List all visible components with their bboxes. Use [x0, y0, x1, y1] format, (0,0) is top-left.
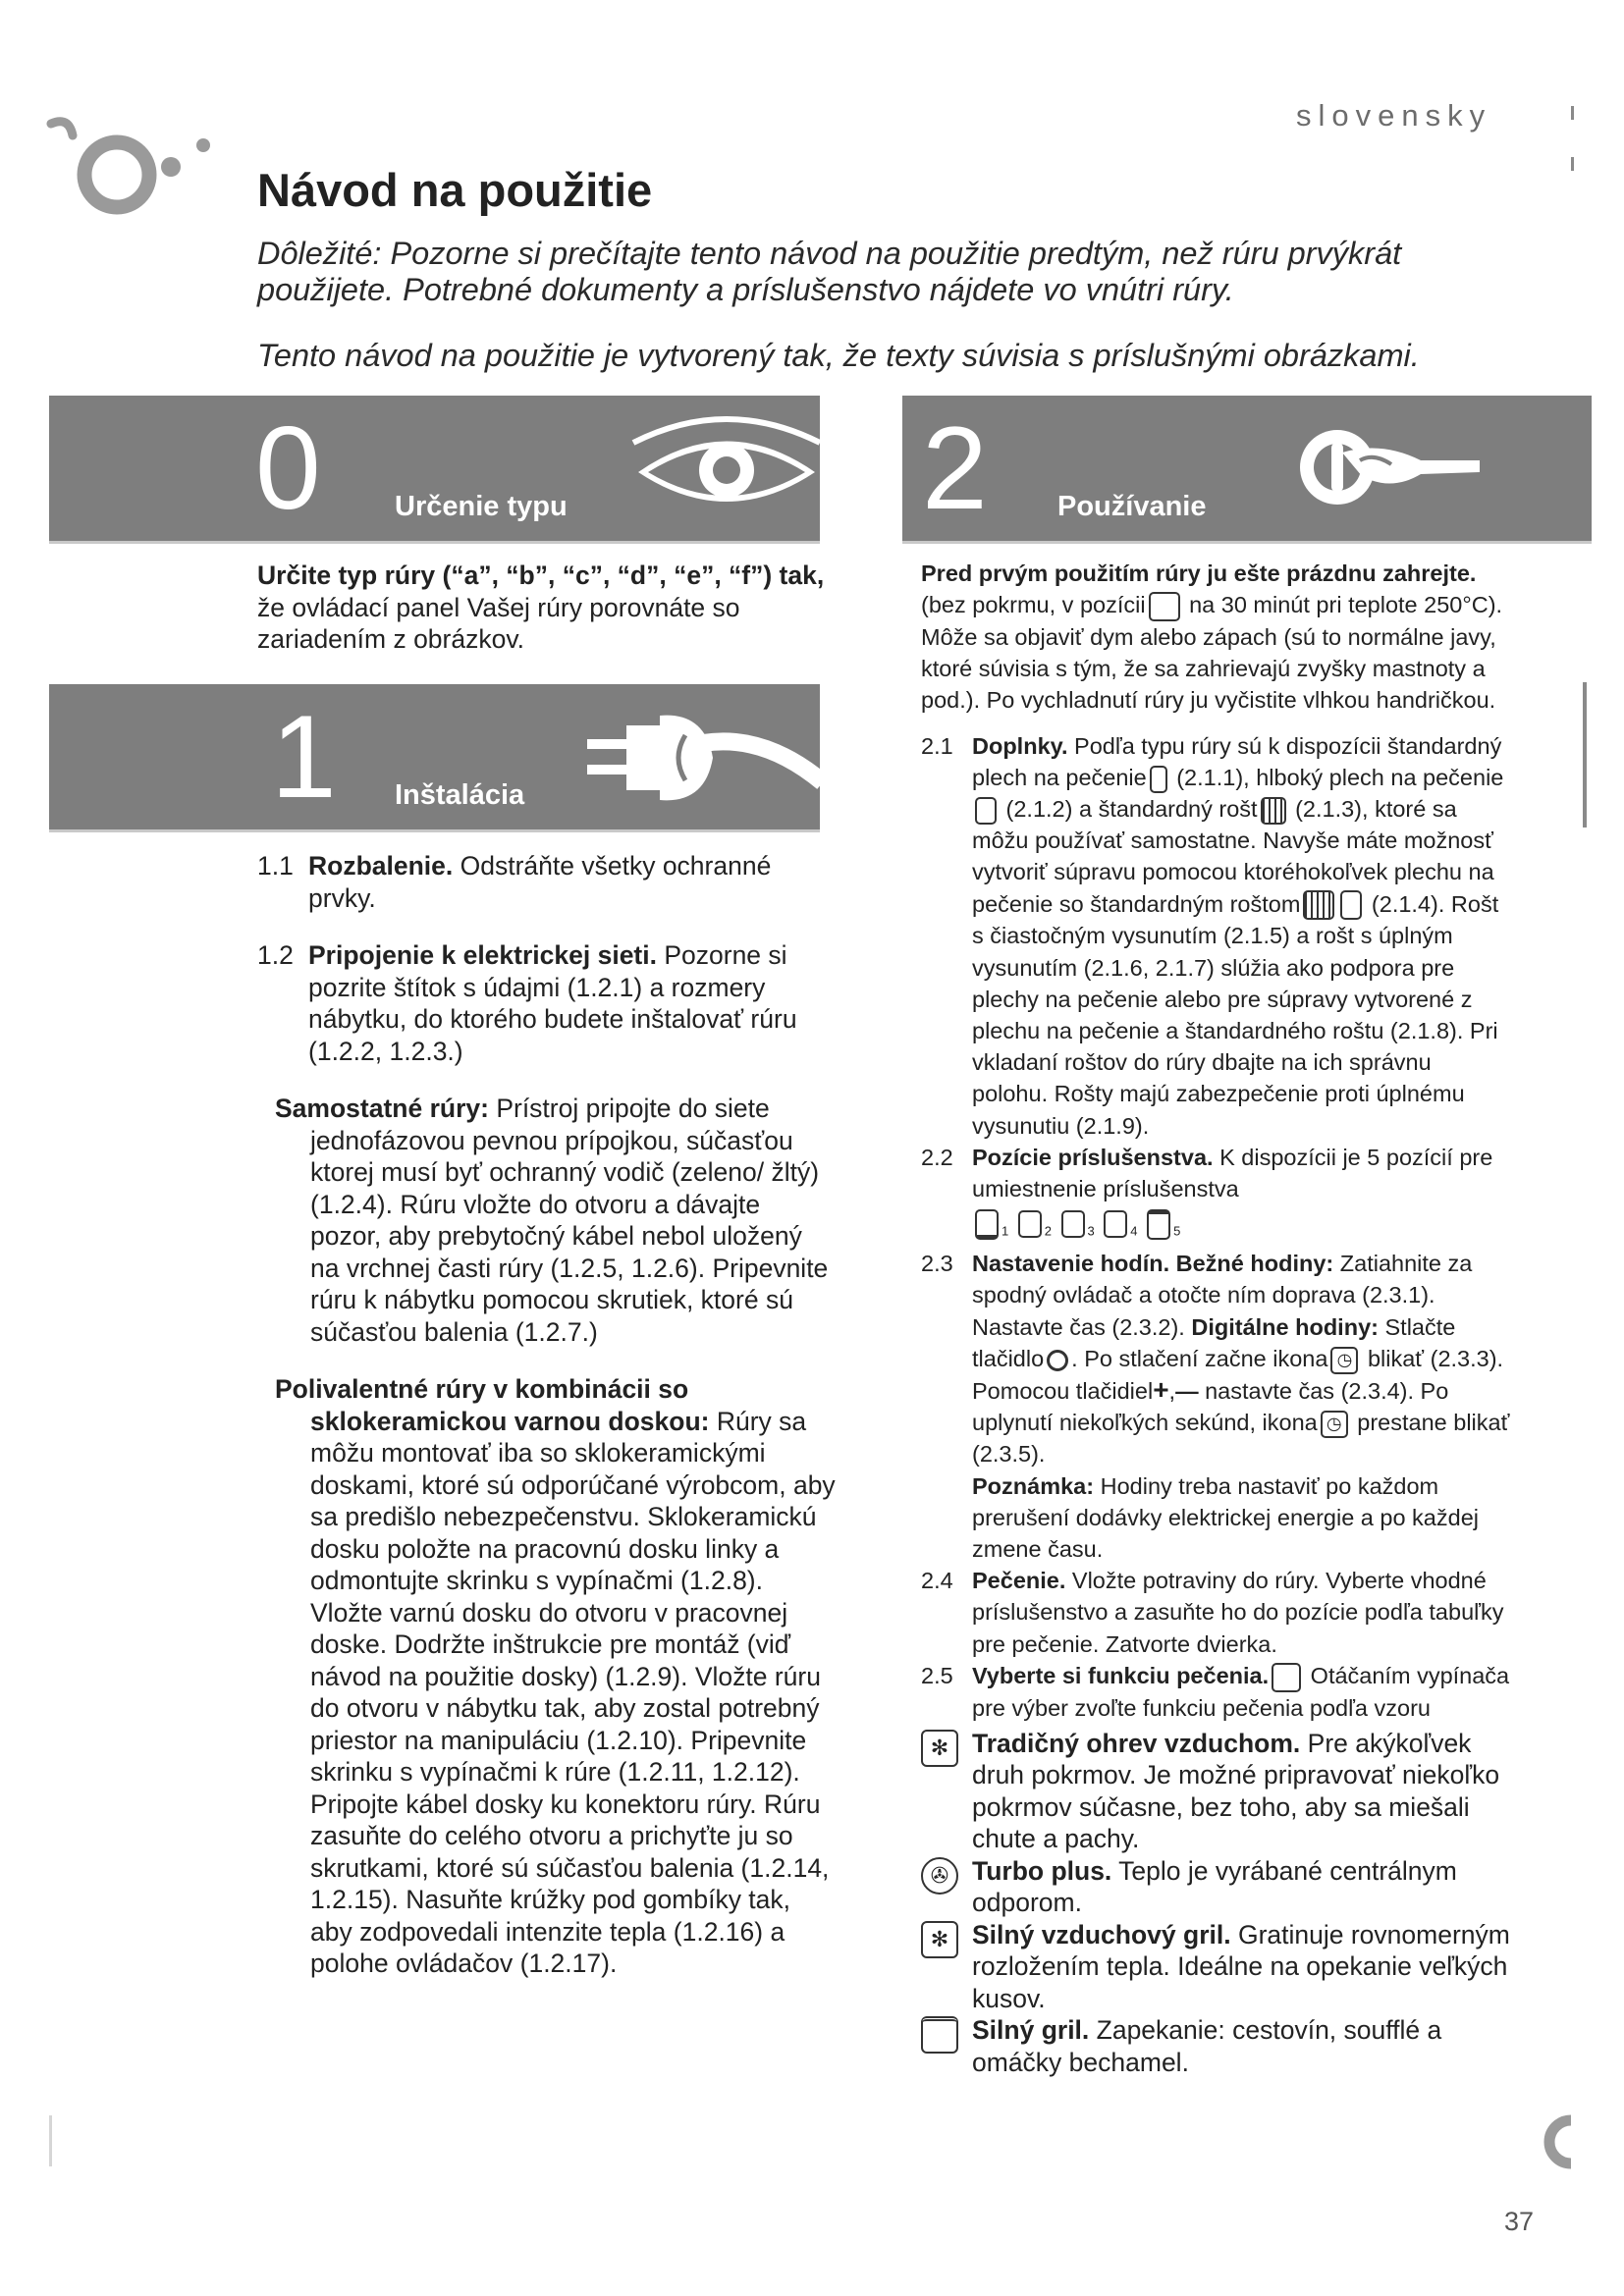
- fan-grill-icon: ✻: [921, 1921, 958, 1958]
- language-label: slovensky: [1296, 98, 1492, 133]
- type-bold: Určite typ rúry (“a”, “b”, “c”, “d”, “e”, “f”) tak,: [257, 561, 825, 590]
- function-item: [921, 1728, 1510, 1855]
- item-text: Pozorne si pozrite štítok s údajmi (1.2.1) a rozmery nábytku, do ktorého budete inštalovať rúru (1.2.2, 1.2.3.): [308, 940, 797, 1066]
- function-item: [921, 1919, 1510, 2015]
- item-heading: Samostatné rúry:: [275, 1094, 489, 1123]
- item-heading: Pripojenie k elektrickej sieti.: [308, 940, 657, 970]
- item-text: na 30 minút pri teplote 250°C). Môže sa objaviť dym alebo zápach (sú to normálne javy, ktoré súvisia s tým, že sa zahrievajú zvyšky mastnoty a pod.). Po vychladnutí rúry ju vyčistite vlhkou handričkou.: [921, 592, 1503, 714]
- position-label: 1: [1001, 1223, 1009, 1239]
- item-text: (2.1.2) a štandardný rošt: [1000, 796, 1258, 823]
- item-text: Otáčaním vypínača pre výber zvoľte funkciu pečenia podľa vzoru: [972, 1662, 1510, 1721]
- list-item-2-4: [921, 1565, 1510, 1660]
- usage-text: [921, 558, 1510, 2078]
- deep-tray-icon: [975, 797, 997, 825]
- plus-icon: +: [1153, 1373, 1169, 1405]
- item-heading: Vyberte si funkciu pečenia.: [972, 1662, 1270, 1688]
- item-text: Podľa typu rúry sú k dispozícii štandardný plech na pečenie: [972, 732, 1502, 790]
- item-text: nastavte čas (2.3.4). Po uplynutí niekoľkých sekúnd, ikona: [972, 1377, 1449, 1436]
- item-text: Stlačte tlačidlo: [972, 1313, 1456, 1371]
- item-text: . Po stlačení začne ikona: [1071, 1345, 1328, 1371]
- function-name: Tradičný ohrev vzduchom.: [972, 1728, 1301, 1758]
- plug-icon: [587, 704, 820, 812]
- section-title: Používanie: [1057, 491, 1207, 522]
- item-text: (2.1.4). Rošt s čiastočným vysunutím (2.1.5) a rošt s úplným vysunutím (2.1.6, 2.1.7) slúžia ako podpora pre plechy na pečenie alebo pre súpravy vytvorené z plechu na pečenie a štandardného roštu (2.1.8). Pri vkladaní roštov do rúry dbajte na ich správnu polohu. Rošty majú zabezpečenie proti úplnému vysunutiu (2.1.9).: [972, 890, 1499, 1139]
- position-icons: [921, 1204, 1510, 1248]
- item-text: (bez pokrmu, v pozícii: [921, 592, 1146, 618]
- list-item-2-1: [921, 730, 1510, 1142]
- list-item-2-5: [921, 1660, 1510, 1724]
- item-number: 2.1: [921, 732, 953, 759]
- position-label: 2: [1044, 1223, 1052, 1239]
- section-number: 2: [922, 402, 988, 534]
- item-text: (2.1.3), ktoré sa môžu používať samostatne. Navyše máte možnosť vytvoriť súpravu pomocou ktoréhokoľvek plechu na pečenie so štandardným roštom: [972, 796, 1494, 917]
- function-item: [921, 1855, 1510, 1919]
- section-banner-2: [902, 396, 1592, 544]
- grill-icon: [921, 2016, 958, 2054]
- type-text: že ovládací panel Vašej rúry porovnáte so zariadením z obrázkov.: [257, 592, 740, 654]
- item-heading: Pozície príslušenstva.: [972, 1144, 1214, 1170]
- item-heading: Rozbalenie.: [308, 851, 454, 881]
- item-text: Vložte potraviny do rúry. Vyberte vhodné príslušenstvo a zasuňte ho do pozície podľa tabuľky pre pečenie. Zatvorte dvierka.: [972, 1568, 1504, 1657]
- minus-icon: —: [1175, 1377, 1199, 1404]
- section-title: Inštalácia: [395, 779, 525, 811]
- position-1-icon: [975, 1209, 999, 1240]
- function-desc: Gratinuje rovnomerným rozložením tepla. Ideálne na opekanie veľkých kusov.: [972, 1919, 1510, 2013]
- section-title: Určenie typu: [395, 491, 568, 522]
- function-desc: Zapekanie: cestovín, soufflé a omáčky bechamel.: [972, 2015, 1442, 2077]
- oven-position-icon: [1149, 592, 1180, 621]
- tray-set-icon: [1340, 890, 1362, 920]
- list-item-2-2: [921, 1142, 1510, 1204]
- section-number: 1: [271, 691, 337, 823]
- item-heading: Doplnky.: [972, 732, 1068, 759]
- note-paragraph: [921, 1470, 1510, 1566]
- first-use-paragraph: [921, 558, 1510, 717]
- item-heading: Polivalentné rúry v kombinácii so sklokeramickou varnou doskou:: [275, 1374, 710, 1436]
- position-label: 4: [1130, 1223, 1138, 1239]
- margin-mark: [1571, 157, 1574, 171]
- item-number: 1.1: [257, 851, 294, 881]
- margin-mark: [1571, 106, 1574, 120]
- section-banner-0: [49, 396, 820, 544]
- item-text: Hodiny treba nastaviť po každom prerušení dodávky elektrickej energie a po každej zmene času.: [972, 1472, 1479, 1562]
- list-item-2-3: [921, 1248, 1510, 1469]
- list-item-1-2: [257, 939, 837, 1067]
- page-number: 37: [1503, 2207, 1534, 2236]
- baking-tray-icon: [1150, 766, 1167, 793]
- brand-logo-icon: [43, 102, 240, 240]
- item-number: 2.5: [921, 1662, 953, 1688]
- item-text: blikať (2.3.3). Pomocou tlačidiel: [972, 1345, 1504, 1404]
- item-text: K dispozícii je 5 pozícií pre umiestnenie príslušenstva: [972, 1144, 1493, 1202]
- clock-button-icon: [1047, 1350, 1068, 1371]
- position-4-icon: [1104, 1210, 1127, 1238]
- function-desc: Pre akýkoľvek druh pokrmov. Je možné pripravovať niekoľko pokrmov súčasne, bez toho, aby sa miešali chute a pachy.: [972, 1728, 1500, 1854]
- margin-mark: [49, 2115, 52, 2166]
- intro-note: Tento návod na použitie je vytvorený tak, že texty súvisia s príslušnými obrázkami.: [257, 338, 1420, 373]
- knob-hand-icon: [1283, 413, 1480, 521]
- list-item-1-1: [257, 850, 837, 914]
- installation-text: [257, 850, 837, 1980]
- position-5-icon: [1147, 1209, 1170, 1240]
- item-heading: Pečenie.: [972, 1568, 1066, 1594]
- separator: ,: [1168, 1377, 1176, 1404]
- item-text: Zatiahnite za spodný ovládač a otočte ním doprava (2.3.1). Nastavte čas (2.3.2).: [972, 1251, 1473, 1340]
- section-banner-1: [49, 684, 820, 832]
- clock-icon: ◷: [1330, 1347, 1358, 1374]
- free-standing-paragraph: [275, 1093, 837, 1348]
- polyvalent-paragraph: [275, 1373, 837, 1980]
- item-text: Prístroj pripojte do siete jednofázovou pevnou prípojkou, súčasťou ktorej musí byť ochranný vodič (zeleno/ žltý) (1.2.4). Rúru vložte do otvoru a dávajte pozor, aby prebytočný kábel nebol uložený na vrchnej časti rúry (1.2.5, 1.2.6). Pripevnite rúru k nábytku pomocou skrutiek, ktoré sú súčasťou balenia (1.2.7.): [310, 1094, 829, 1347]
- item-number: 2.2: [921, 1144, 953, 1170]
- type-paragraph: [257, 560, 837, 656]
- function-desc: Teplo je vyrábané centrálnym odporom.: [972, 1855, 1457, 1918]
- page-title: Návod na použitie: [257, 164, 653, 216]
- intro-important: Dôležité: Pozorne si prečítajte tento návod na použitie predtým, než rúru prvýkrát použijete. Potrebné dokumenty a príslušenstvo nájdete vo vnútri rúry.: [257, 236, 1402, 307]
- item-number: 2.4: [921, 1568, 953, 1594]
- fan-heating-icon: ✻: [921, 1730, 958, 1767]
- item-text: (2.1.1), hlboký plech na pečenie: [1169, 764, 1504, 790]
- eye-icon: [628, 415, 820, 523]
- turbo-fan-icon: ✇: [921, 1857, 958, 1895]
- item-heading: Digitálne hodiny:: [1191, 1313, 1379, 1340]
- item-text: Odstráňte všetky ochranné prvky.: [308, 851, 772, 913]
- item-heading: Poznámka:: [972, 1472, 1095, 1499]
- function-name: Turbo plus.: [972, 1855, 1112, 1886]
- position-label: 3: [1087, 1223, 1095, 1239]
- item-heading: Nastavenie hodín. Bežné hodiny:: [972, 1251, 1334, 1277]
- grid-rack-icon: [1261, 797, 1286, 825]
- item-number: 1.2: [257, 940, 294, 970]
- position-label: 5: [1173, 1223, 1181, 1239]
- function-list: [921, 1728, 1510, 2079]
- position-2-icon: [1018, 1210, 1042, 1238]
- position-3-icon: [1061, 1210, 1085, 1238]
- rack-set-icon: [1303, 890, 1334, 920]
- function-name: Silný gril.: [972, 2015, 1090, 2046]
- item-number: 2.3: [921, 1251, 953, 1277]
- section-number: 0: [255, 402, 321, 534]
- item-text: prestane blikať (2.3.5).: [972, 1410, 1510, 1468]
- page-corner-logo-icon: [1542, 2112, 1581, 2171]
- function-item: [921, 2014, 1510, 2078]
- function-selector-icon: [1272, 1663, 1301, 1692]
- item-text: Rúry sa môžu montovať iba so sklokeramickými doskami, ktoré sú odporúčané výrobcom, aby sa predišlo nebezpečenstvu. Sklokeramickú dosku položte na pracovnú dosku linky a odmontujte skrinku s vypínačmi (1.2.8). Vložte varnú dosku do otvoru v pracovnej doske. Dodržte inštrukcie pre montáž (viď návod na použitie dosky) (1.2.9). Vložte rúru do otvoru v nábytku tak, aby zostal potrebný priestor na manipuláciu (1.2.10). Pripevnite skrinku s vypínačmi k rúre (1.2.11, 1.2.12). Pripojte kábel dosky ku konektoru rúry. Rúru zasuňte do celého otvoru a prichyťte ju so skrutkami, ktoré sú súčasťou balenia (1.2.14, 1.2.15). Nasuňte krúžky pod gombíky tak, aby zodpovedali intenzite tepla (1.2.16) a polohe ovládačov (1.2.17).: [310, 1406, 836, 1978]
- item-heading: Pred prvým použitím rúry ju ešte prázdnu zahrejte.: [921, 561, 1477, 586]
- margin-mark: [1583, 682, 1587, 828]
- clock-icon: ◷: [1321, 1411, 1348, 1438]
- function-name: Silný vzduchový gril.: [972, 1919, 1231, 1949]
